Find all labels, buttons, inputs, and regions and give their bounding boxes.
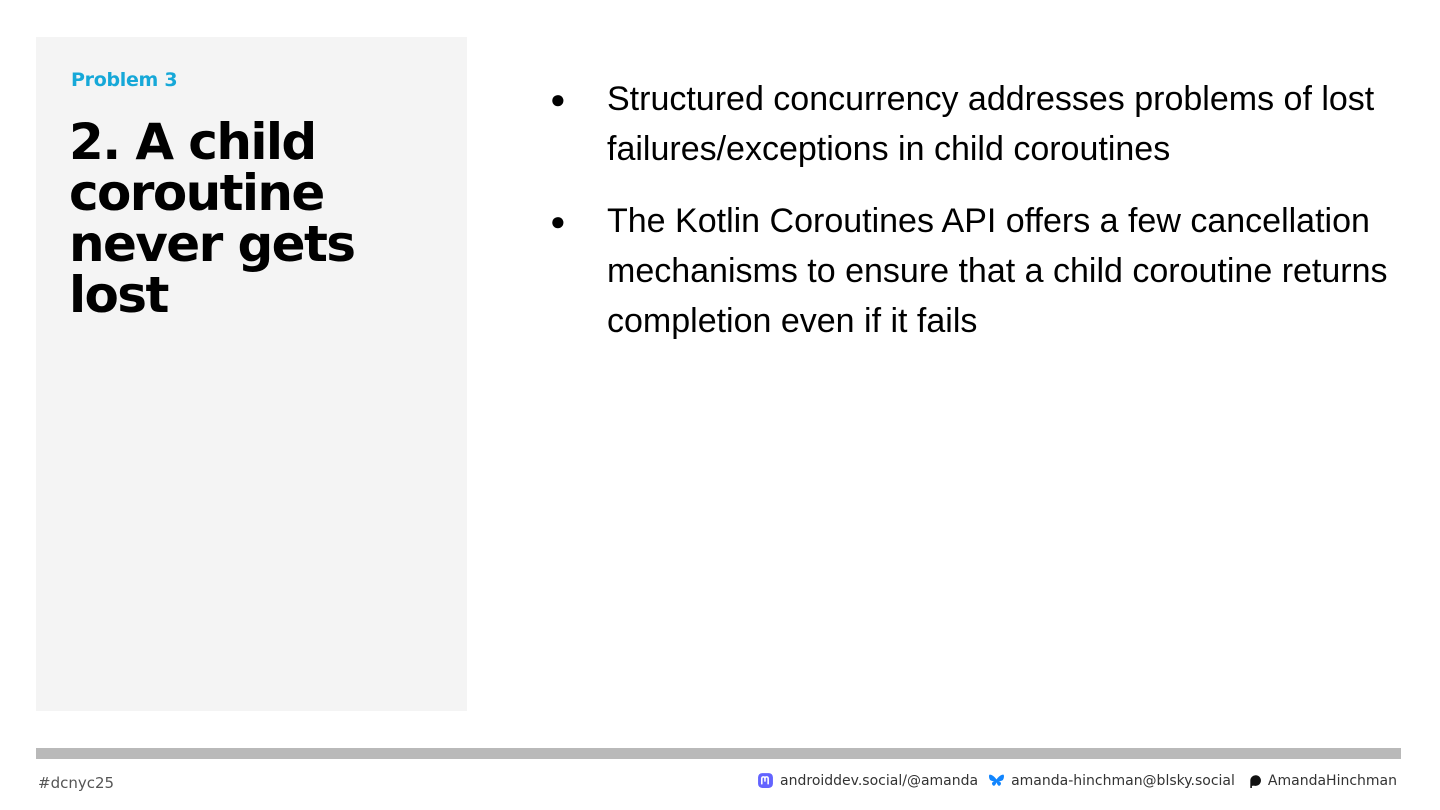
bullet-list: [550, 74, 1390, 368]
social-link-mastodon[interactable]: [757, 772, 978, 789]
social-link-label: androiddev.social/@amanda: [780, 772, 979, 789]
social-link-bluesky[interactable]: [988, 772, 1235, 789]
bullet-dot: ●: [550, 84, 566, 114]
slide-title: 2. A child coroutine never gets lost: [69, 113, 355, 324]
social-links: [757, 772, 1397, 789]
event-hashtag: #dcnyc25: [38, 774, 115, 792]
bullet-item: [550, 196, 1390, 346]
social-link-patreon[interactable]: [1245, 772, 1397, 789]
problem-label: Problem 3: [71, 69, 178, 91]
social-link-label: amanda-hinchman@blsky.social: [1011, 772, 1235, 789]
footer-divider: [36, 748, 1401, 759]
bullet-item: [550, 74, 1390, 174]
title-panel: [36, 37, 467, 711]
bullet-dot: ●: [550, 206, 566, 236]
bullet-text: Structured concurrency addresses problems of lost failures/exceptions in child coroutines: [607, 80, 1375, 168]
mastodon-icon: [757, 772, 774, 789]
bullet-text: The Kotlin Coroutines API offers a few cancellation mechanisms to ensure that a child coroutine returns completion even if it fails: [607, 202, 1388, 340]
social-link-label: AmandaHinchman: [1267, 772, 1397, 789]
bluesky-icon: [988, 772, 1005, 789]
patreon-icon: [1245, 772, 1262, 789]
